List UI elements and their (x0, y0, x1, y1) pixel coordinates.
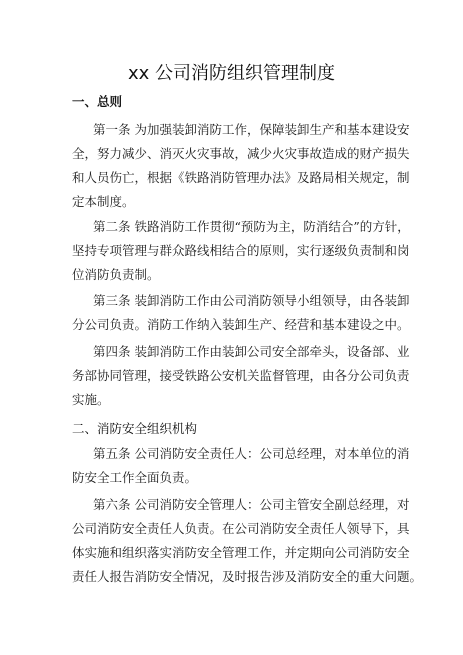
paragraph-line: 定本制度。 (72, 194, 135, 209)
paragraph-line: 第四条 装卸消防工作由装卸公司安全部牵头，设备部、业 (93, 344, 410, 359)
paragraph-line: 坚持专项管理与群众路线相结合的原则，实行逐级负责制和岗 (72, 243, 410, 258)
article-1-paragraph (72, 118, 410, 214)
document-title: xx 公司消防组织管理制度 (127, 63, 336, 84)
paragraph-line: 第六条 公司消防安全管理人：公司主管安全副总经理，对 (93, 497, 410, 512)
paragraph-line: 第三条 装卸消防工作由公司消防领导小组领导，由各装卸 (93, 293, 410, 308)
paragraph-line: 实施。 (72, 392, 110, 407)
paragraph-line: 防安全工作全面负责。 (72, 470, 198, 485)
paragraph-line: 体实施和组织落实消防安全管理工作，并定期向公司消防安全 (72, 545, 410, 560)
paragraph-line: 务部协同管理，接受铁路公安机关监督管理，由各分公司负责 (72, 368, 410, 383)
article-3-paragraph (72, 289, 410, 337)
paragraph-line: 和人员伤亡，根据《铁路消防管理办法》及路局相关规定，制 (72, 170, 410, 185)
paragraph-line: 公司消防安全责任人负责。在公司消防安全责任人领导下，具 (72, 521, 410, 536)
section-heading-organization: 二、消防安全组织机构 (72, 421, 198, 436)
paragraph-line: 第二条 铁路消防工作贯彻“预防为主，防消结合”的方针， (93, 219, 410, 234)
article-2-paragraph (72, 215, 410, 287)
article-6-paragraph (72, 493, 423, 589)
paragraph-line: 第一条 为加强装卸消防工作，保障装卸生产和基本建设安 (93, 122, 410, 137)
paragraph-line: 第五条 公司消防安全责任人：公司总经理，对本单位的消 (93, 446, 410, 461)
article-5-paragraph (72, 442, 410, 490)
paragraph-line: 全，努力减少、消灭火灾事故，减少火灾事故造成的财产损失 (72, 146, 410, 161)
article-4-paragraph (72, 340, 410, 412)
paragraph-line: 责任人报告消防安全情况，及时报告涉及消防安全的重大问题。 (72, 569, 423, 584)
paragraph-line: 分公司负责。消防工作纳入装卸生产、经营和基本建设之中。 (72, 317, 410, 332)
paragraph-line: 位消防负责制。 (72, 267, 160, 282)
section-heading-general: 一、总则 (72, 94, 123, 109)
